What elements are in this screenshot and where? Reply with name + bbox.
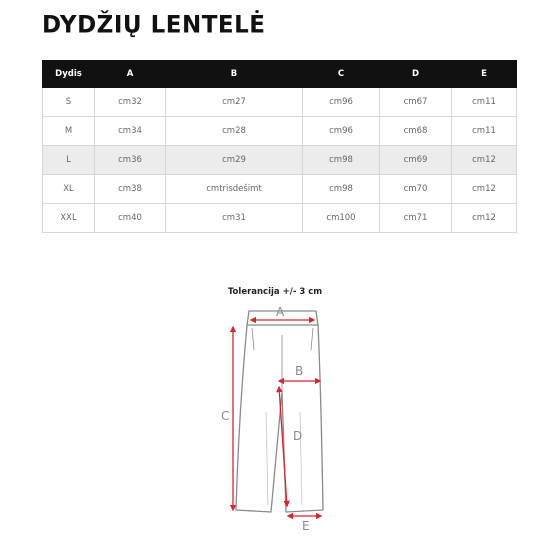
table-cell: cm67 [380,88,452,117]
table-cell: cmtrisdešimt [166,175,303,204]
table-cell: cm34 [95,117,166,146]
header-cell: Dydis [43,61,95,88]
label-b: B [295,364,304,378]
table-cell: cm69 [380,146,452,175]
table-cell: cm29 [166,146,303,175]
table-cell: cm12 [452,204,517,233]
table-cell: XL [43,175,95,204]
table-cell: cm96 [303,88,380,117]
page-title: DYDŽIŲ LENTELĖ [42,11,266,39]
table-cell: cm38 [95,175,166,204]
table-cell: cm70 [380,175,452,204]
header-cell: E [452,61,517,88]
header-cell: C [303,61,380,88]
measurement-arrows [233,320,321,516]
label-c: C [221,409,230,423]
table-cell: M [43,117,95,146]
label-e: E [302,519,310,533]
table-cell: cm28 [166,117,303,146]
table-cell: cm100 [303,204,380,233]
table-cell: cm12 [452,146,517,175]
table-cell: cm68 [380,117,452,146]
header-cell: D [380,61,452,88]
header-cell: B [166,61,303,88]
header-cell: A [95,61,166,88]
table-cell: cm27 [166,88,303,117]
table-cell: S [43,88,95,117]
label-a: A [276,305,285,319]
table-cell: cm11 [452,88,517,117]
table-cell: cm71 [380,204,452,233]
table-cell: cm98 [303,175,380,204]
table-cell: L [43,146,95,175]
table-cell: cm36 [95,146,166,175]
table-cell: cm98 [303,146,380,175]
table-cell: cm32 [95,88,166,117]
pants-outline-icon [236,311,323,512]
table-cell: XXL [43,204,95,233]
table-cell: cm96 [303,117,380,146]
table-cell: cm31 [166,204,303,233]
tolerance-note: Tolerancija +/- 3 cm [227,287,323,297]
table-cell: cm11 [452,117,517,146]
table-cell: cm12 [452,175,517,204]
table-cell: cm40 [95,204,166,233]
label-d: D [293,429,303,443]
